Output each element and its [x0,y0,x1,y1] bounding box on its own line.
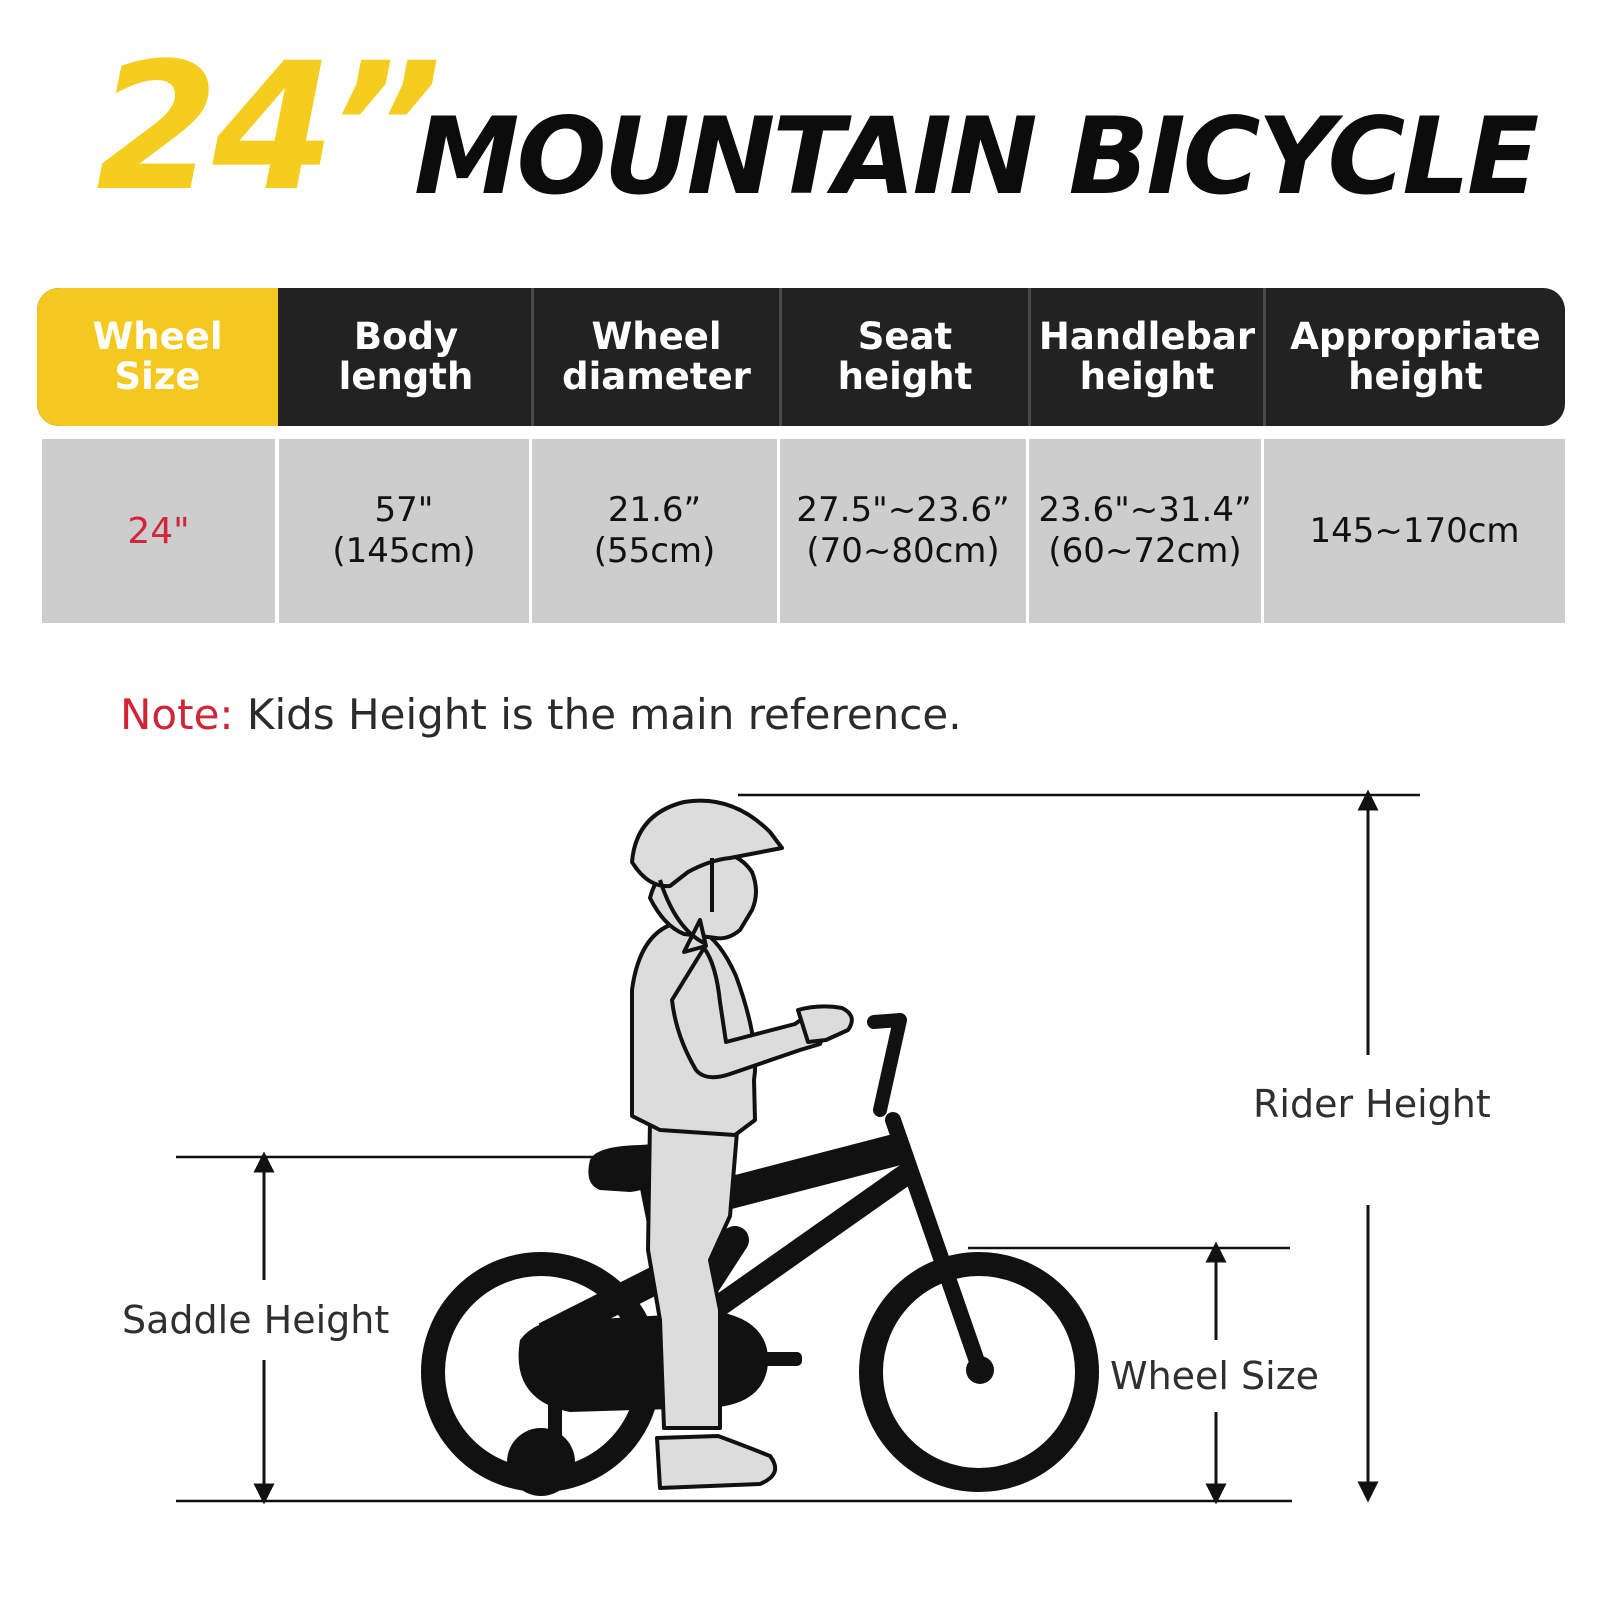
note-line [120,690,962,739]
cell-appropriate-height: 145~170cm [1264,439,1565,623]
header-handlebar-height: Handlebar height [1038,315,1256,398]
cell-wheel-diameter: 21.6” (55cm) [532,439,777,623]
table-header-row [37,288,1565,426]
bicycle [433,1020,1087,1496]
header-appropriate-height: Appropriate height [1290,315,1541,398]
bike-size-diagram [0,780,1600,1600]
bike-handlebar [874,1020,900,1110]
rider-shoe [657,1436,775,1488]
cell-wheel-size: 24" [42,439,275,623]
saddle-height-label: Saddle Height [122,1298,390,1342]
title-product-name: MOUNTAIN BICYCLE [414,95,1537,218]
pedal [762,1352,802,1366]
cell-seat-height: 27.5"~23.6” (70~80cm) [780,439,1026,623]
header-seat-height: Seat height [837,315,973,398]
training-wheel [507,1428,575,1496]
header-wheel-size: Wheel Size [37,288,278,426]
title-wheel-size: 24” [96,25,437,230]
cell-handlebar-height: 23.6"~31.4” (60~72cm) [1029,439,1261,623]
header-body-length: Body length [338,315,474,398]
wheel-size-label: Wheel Size [1110,1354,1320,1398]
header-wheel-diameter: Wheel diameter [562,315,751,398]
rider-hand [798,1006,852,1042]
cell-body-length: 57" (145cm) [279,439,529,623]
note-text: Kids Height is the main reference. [233,690,962,739]
table-row [42,439,1565,623]
rider-bike-illustration [0,780,1600,1600]
title-banner [0,0,1600,240]
note-label: Note: [120,690,234,739]
rider-height-label: Rider Height [1253,1082,1491,1126]
bike-fork [893,1120,980,1370]
chain-guard [519,1312,769,1412]
